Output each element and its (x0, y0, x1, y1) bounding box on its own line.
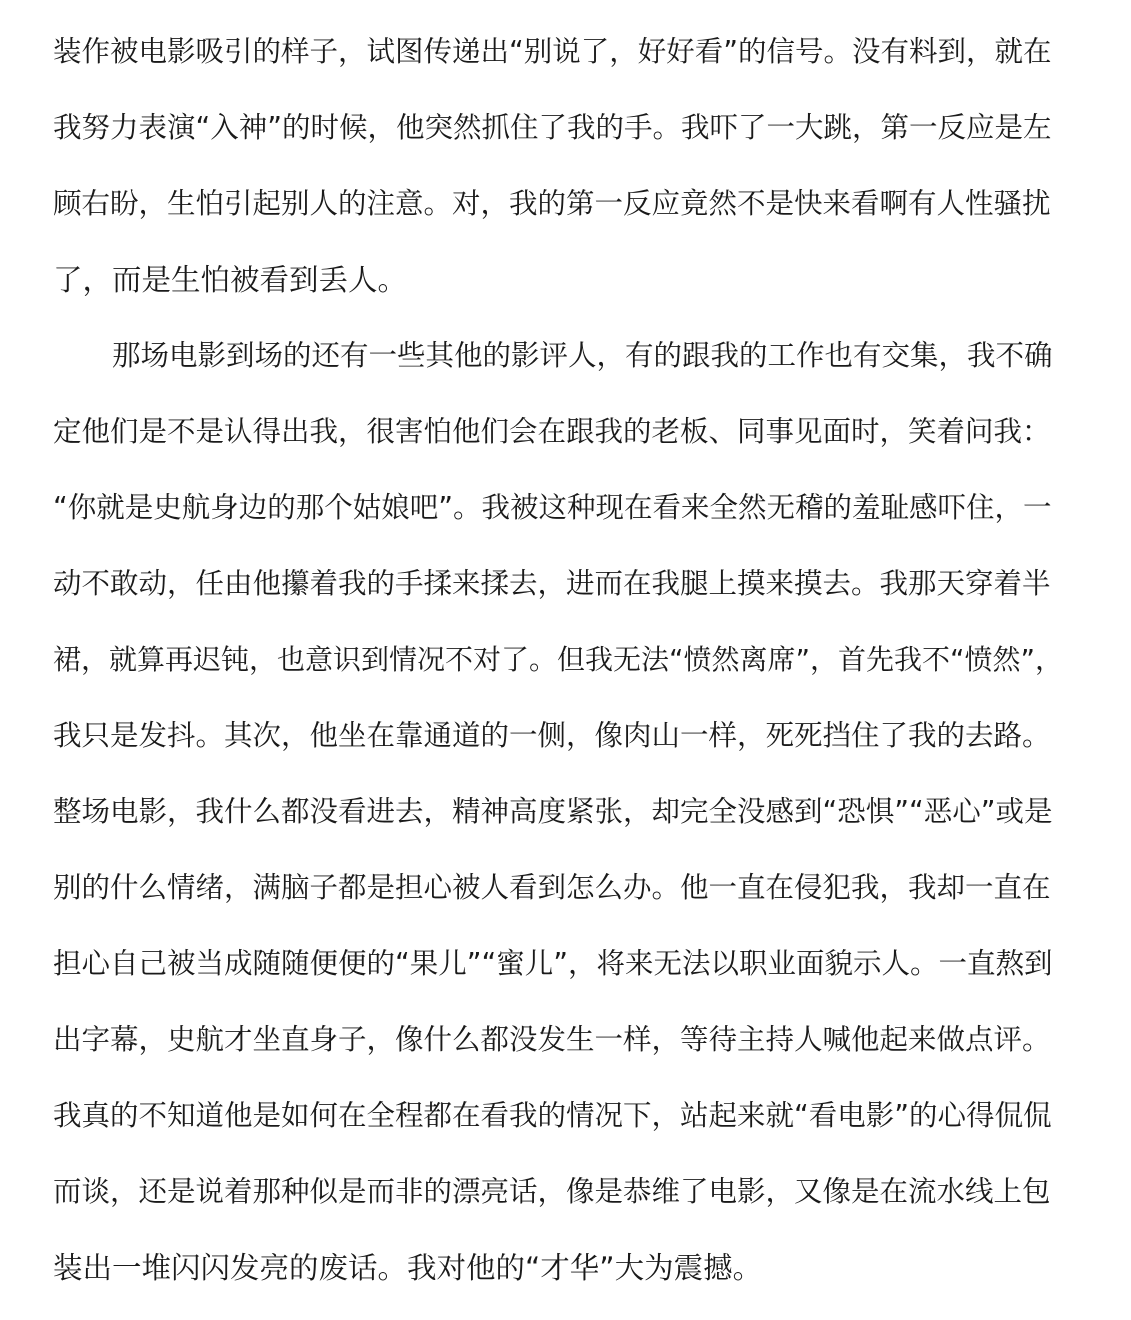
text-line-2: 我努力表演“入神”的时候，他突然抓住了我的手。我吓了一大跳，第一反应是左 (53, 111, 1052, 144)
text-line-4: 了，而是生怕被看到丢人。 (53, 263, 408, 297)
text-line-16: 而谈，还是说着那种似是而非的漂亮话，像是恭维了电影，又像是在流水线上包 (53, 1175, 1051, 1208)
text-line-12: 别的什么情绪，满脑子都是担心被人看到怎么办。他一直在侵犯我，我却一直在 (53, 871, 1051, 904)
text-line-6: 定他们是不是认得出我，很害怕他们会在跟我的老板、同事见面时，笑着问我： (53, 415, 1051, 448)
text-line-8: 动不敢动，任由他攥着我的手揉来揉去，进而在我腿上摸来摸去。我那天穿着半 (53, 567, 1051, 600)
text-line-17: 装出一堆闪闪发亮的废话。我对他的“才华”大为震撼。 (53, 1251, 763, 1285)
text-line-14: 出字幕，史航才坐直身子，像什么都没发生一样，等待主持人喊他起来做点评。 (53, 1023, 1051, 1056)
text-line-13: 担心自己被当成随随便便的“果儿”“蜜儿”，将来无法以职业面貌示人。一直熬到 (53, 947, 1053, 980)
text-line-9: 裙，就算再迟钝，也意识到情况不对了。但我无法“愤然离席”，首先我不“愤然”， (53, 643, 1064, 676)
text-line-1: 装作被电影吸引的样子，试图传递出“别说了，好好看”的信号。没有料到，就在 (53, 35, 1052, 68)
text-line-10: 我只是发抖。其次，他坐在靠通道的一侧，像肉山一样，死死挡住了我的去路。 (53, 719, 1051, 752)
text-line-5-paragraph-start: 那场电影到场的还有一些其他的影评人，有的跟我的工作也有交集，我不确 (112, 339, 1053, 372)
text-line-7: “你就是史航身边的那个姑娘吧”。我被这种现在看来全然无稽的羞耻感吓住，一 (53, 491, 1052, 524)
text-line-11: 整场电影，我什么都没看进去，精神高度紧张，却完全没感到“恐惧”“恶心”或是 (53, 795, 1053, 828)
text-line-15: 我真的不知道他是如何在全程都在看我的情况下，站起来就“看电影”的心得侃侃 (53, 1099, 1052, 1132)
text-line-3: 顾右盼，生怕引起别人的注意。对，我的第一反应竟然不是快来看啊有人性骚扰 (53, 187, 1051, 220)
